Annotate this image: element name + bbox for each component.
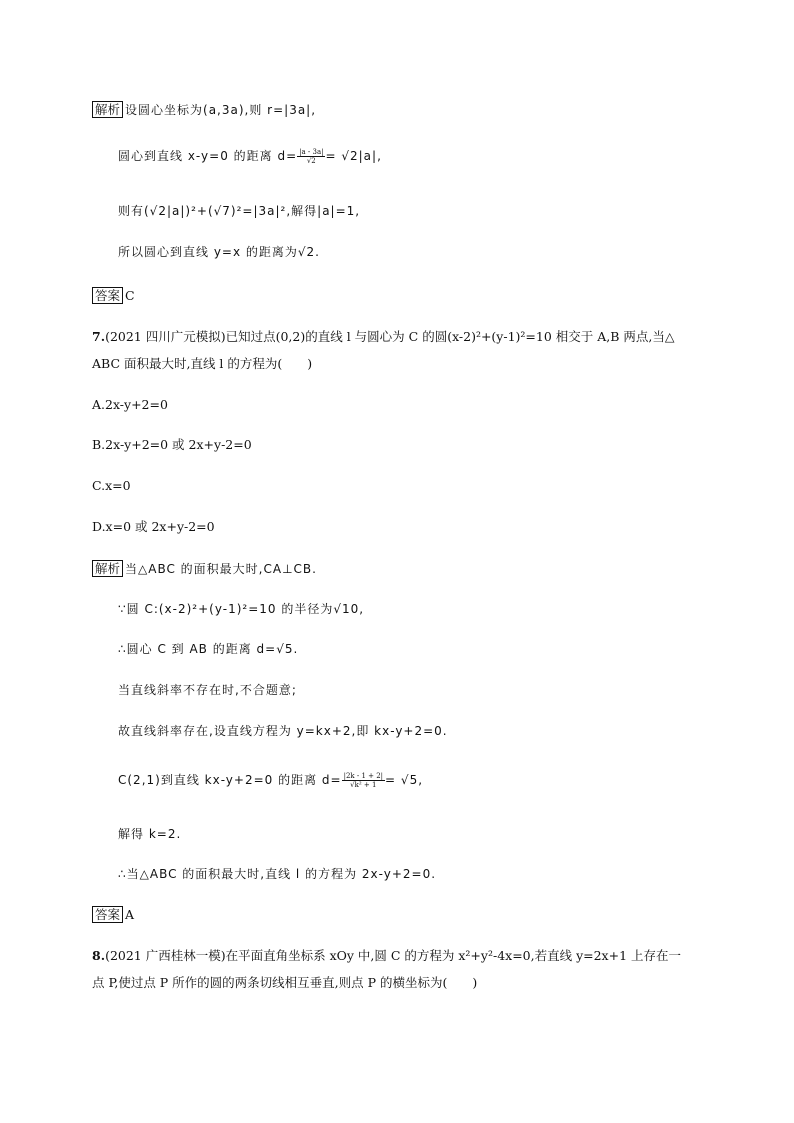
q7-option-d: D.x=0 或 2x+y-2=0 xyxy=(92,519,215,534)
q7-solution-line-1: 解析 当△ABC 的面积最大时,CA⊥CB. xyxy=(92,560,317,577)
answer-tag: 答案 xyxy=(92,287,123,304)
q7-solution-line-3: ∴圆心 C 到 AB 的距离 d=√5. xyxy=(118,642,299,656)
q7-solution-line-5: 故直线斜率存在,设直线方程为 y=kx+2,即 kx-y+2=0. xyxy=(118,724,448,738)
prev-solution-line-4: 所以圆心到直线 y=x 的距离为√2. xyxy=(118,245,320,259)
fraction: $\frac{|a - 3a|}{√2}$ xyxy=(299,148,324,165)
q7-answer: 答案 A xyxy=(92,906,134,923)
prev-answer: 答案 C xyxy=(92,287,135,304)
answer-tag: 答案 xyxy=(92,906,123,923)
q7-solution-line-4: 当直线斜率不存在时,不合题意; xyxy=(118,683,297,697)
analysis-tag: 解析 xyxy=(92,101,123,118)
q7-option-c: C.x=0 xyxy=(92,478,131,493)
prev-solution-line-1: 解析 设圆心坐标为(a,3a),则 r=|3a|, xyxy=(92,101,316,118)
q7-stem-line-1: 7.(2021 四川广元模拟)已知过点(0,2)的直线 l 与圆心为 C 的圆(x-2)²+(y-1)²=10 相交于 A,B 两点,当△ xyxy=(92,329,675,344)
fraction: $\frac{|2k - 1 + 2|}{\text{√k² + 1}}$ xyxy=(343,772,384,789)
q7-option-a: A.2x-y+2=0 xyxy=(92,397,168,412)
prev-solution-line-2: 圆心到直线 x-y=0 的距离 d= $\frac{|a - 3a|}{√2}$ = √2|a|, xyxy=(118,148,382,165)
q8-stem-line-2: 点 P,使过点 P 所作的圆的两条切线相互垂直,则点 P 的横坐标为( ) xyxy=(92,975,478,990)
q7-solution-line-8: ∴当△ABC 的面积最大时,直线 l 的方程为 2x-y+2=0. xyxy=(118,867,437,881)
q7-option-b: B.2x-y+2=0 或 2x+y-2=0 xyxy=(92,437,252,452)
prev-solution-line-3: 则有(√2|a|)²+(√7)²=|3a|²,解得|a|=1, xyxy=(118,204,361,218)
q7-solution-line-2: ∵圆 C:(x-2)²+(y-1)²=10 的半径为√10, xyxy=(118,602,365,616)
q8-stem-line-1: 8.(2021 广西桂林一模)在平面直角坐标系 xOy 中,圆 C 的方程为 x²+y²-4x=0,若直线 y=2x+1 上存在一 xyxy=(92,948,682,963)
analysis-tag: 解析 xyxy=(92,560,123,577)
q7-solution-line-6: C(2,1)到直线 kx-y+2=0 的距离 d= $\frac{|2k - 1 + 2|}{\text{√k² + 1}}$ = √5, xyxy=(118,772,424,789)
q7-solution-line-7: 解得 k=2. xyxy=(118,827,182,841)
q7-stem-line-2: ABC 面积最大时,直线 l 的方程为( ) xyxy=(92,356,313,371)
